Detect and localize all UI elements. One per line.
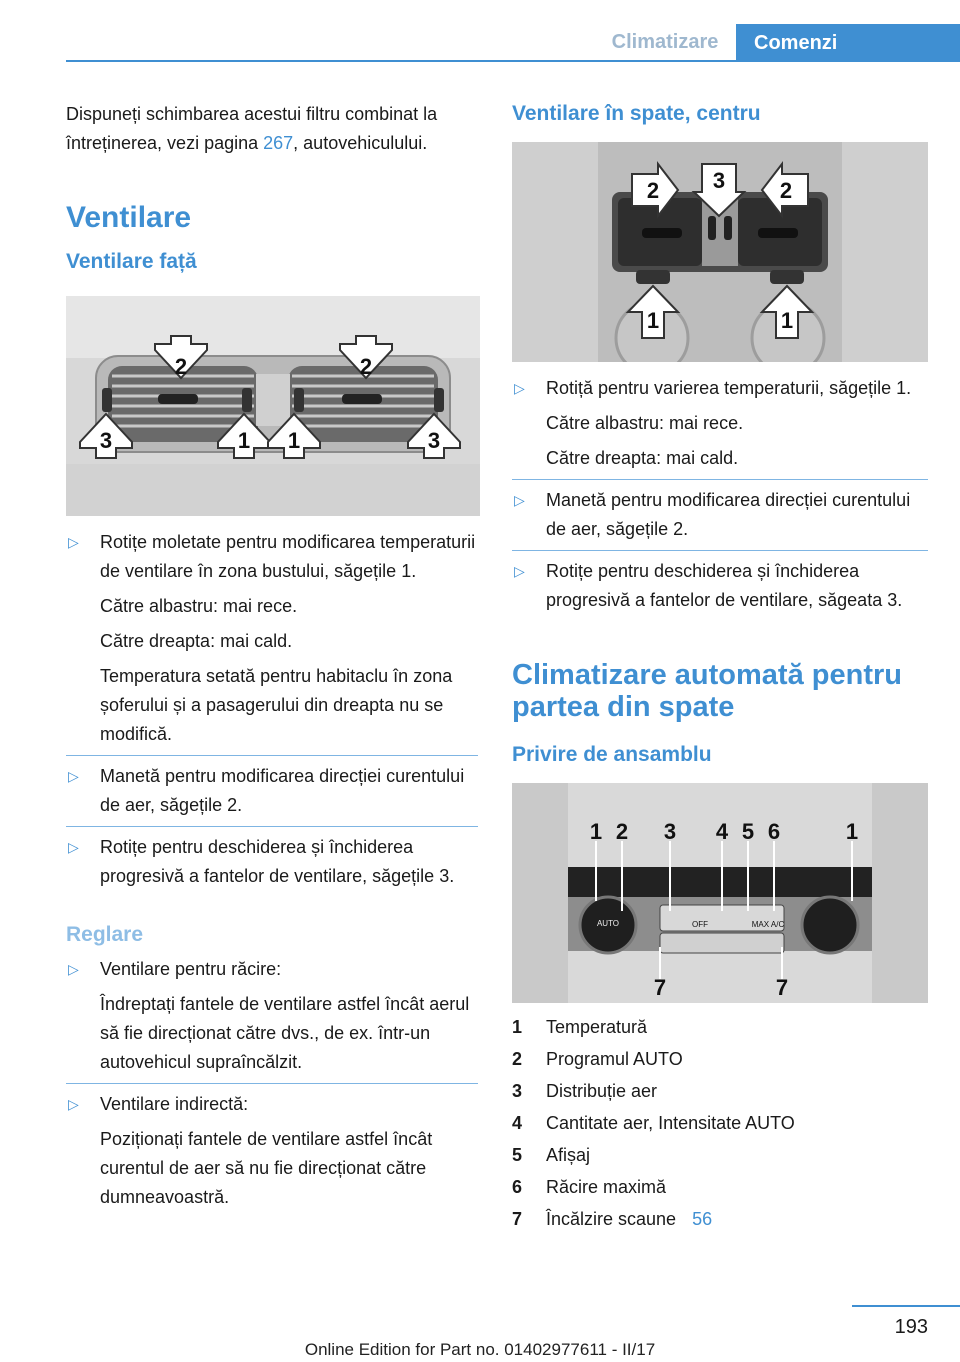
front-vent-list xyxy=(66,528,478,891)
panel-label-3: 3 xyxy=(663,819,677,844)
legend-number: 1 xyxy=(512,1017,523,1037)
front-label-3-left: 3 xyxy=(99,428,113,453)
list-item xyxy=(512,374,928,473)
bullet-extra: Temperatura setată pentru habitaclu în zona șoferului și a pasagerului din dreapta nu se modifică. xyxy=(100,666,453,744)
legend-text: Programul AUTO xyxy=(546,1049,683,1069)
footer-edition: Online Edition for Part no. 01402977611 - II/17 xyxy=(304,1340,656,1359)
triangle-bullet-icon: ▷ xyxy=(68,839,79,855)
legend-text: Distribuție aer xyxy=(546,1081,658,1101)
subtitle-ventilare-fata: Ventilare față xyxy=(66,250,197,273)
bullet-extra: Către albastru: mai rece. xyxy=(100,596,298,616)
triangle-bullet-icon: ▷ xyxy=(68,768,79,784)
intro-paragraph xyxy=(66,100,478,158)
rear-vents-figure xyxy=(512,142,928,362)
front-label-2-left: 2 xyxy=(174,354,188,379)
panel-legend-list xyxy=(512,1011,928,1235)
triangle-bullet-icon: ▷ xyxy=(68,961,79,977)
bullet-extra: Către dreapta: mai cald. xyxy=(546,448,739,468)
bullet-text: Rotițe pentru deschiderea și închiderea progresivă a fantelor de ventilare, săgețile 3. xyxy=(100,837,455,886)
panel-auto-label: AUTO xyxy=(596,919,620,928)
legend-number: 4 xyxy=(512,1113,523,1133)
legend-text: Cantitate aer, Intensitate AUTO xyxy=(546,1113,795,1133)
triangle-bullet-icon: ▷ xyxy=(514,492,525,508)
bullet-extra: Îndreptați fantele de ventilare astfel încât aerul să fie direcționat către dvs., de ex. într-un autovehicul supraîncălzit. xyxy=(100,994,470,1072)
front-label-1-right: 1 xyxy=(287,428,301,453)
tab-climatizare[interactable]: Climatizare xyxy=(611,30,719,53)
rear-vent-list xyxy=(512,374,928,615)
bullet-text: Ventilare pentru răcire: xyxy=(100,959,282,979)
bullet-text: Rotiță pentru varierea temperaturii, săgețile 1. xyxy=(546,378,912,398)
left-column xyxy=(66,100,478,1212)
rear-label-2-right: 2 xyxy=(779,178,793,203)
panel-label-6: 6 xyxy=(767,819,781,844)
section-title-climatizare-spate: Climatizare automată pentru partea din spate xyxy=(512,659,902,723)
panel-label-4: 4 xyxy=(715,819,729,844)
list-item xyxy=(512,1203,928,1235)
list-item xyxy=(512,1043,928,1075)
triangle-bullet-icon: ▷ xyxy=(514,563,525,579)
list-item xyxy=(512,550,928,615)
list-item xyxy=(512,479,928,544)
bullet-text: Manetă pentru modificarea direcției curentului de aer, săgețile 2. xyxy=(546,490,911,539)
header-rule xyxy=(66,60,960,62)
rear-label-1-left: 1 xyxy=(646,308,660,333)
triangle-bullet-icon: ▷ xyxy=(68,1096,79,1112)
bullet-text: Rotițe moletate pentru modificarea temperaturii de ventilare în zona bustului, săgețile 1. xyxy=(100,532,476,581)
list-item xyxy=(66,955,478,1077)
front-label-2-right: 2 xyxy=(359,354,373,379)
list-item xyxy=(66,826,478,891)
subtitle-privire-ansamblu: Privire de ansamblu xyxy=(512,743,712,766)
legend-number: 3 xyxy=(512,1081,523,1101)
subtitle-reglare: Reglare xyxy=(66,923,144,946)
legend-text: Răcire maximă xyxy=(546,1177,667,1197)
panel-label-7-right: 7 xyxy=(775,975,789,1000)
panel-maxac-label: MAX A/C xyxy=(751,920,785,929)
legend-text: Temperatură xyxy=(546,1017,648,1037)
rear-climate-panel-figure xyxy=(512,783,928,1003)
bullet-text: Ventilare indirectă: xyxy=(100,1094,249,1114)
front-label-1-left: 1 xyxy=(237,428,251,453)
list-item xyxy=(66,1083,478,1212)
legend-number: 6 xyxy=(512,1177,523,1197)
legend-number: 7 xyxy=(512,1209,523,1229)
bullet-extra: Către dreapta: mai cald. xyxy=(100,631,293,651)
front-label-3-right: 3 xyxy=(427,428,441,453)
reglare-list xyxy=(66,955,478,1212)
panel-label-2: 2 xyxy=(615,819,629,844)
subtitle-ventilare-spate: Ventilare în spate, centru xyxy=(512,102,761,125)
intro-after: , autovehiculului. xyxy=(293,133,428,153)
triangle-bullet-icon: ▷ xyxy=(514,380,525,396)
bullet-extra: Poziționați fantele de ventilare astfel încât curentul de aer să nu fie direcționat către dumneavoastră. xyxy=(100,1129,433,1207)
right-column xyxy=(512,100,928,1235)
bullet-text: Manetă pentru modificarea direcției curentului de aer, săgețile 2. xyxy=(100,766,465,815)
panel-label-1-left: 1 xyxy=(589,819,603,844)
bullet-extra: Către albastru: mai rece. xyxy=(546,413,744,433)
legend-text: Încălzire scaune xyxy=(546,1209,677,1229)
legend-number: 2 xyxy=(512,1049,523,1069)
section-title-ventilare: Ventilare xyxy=(66,201,192,234)
list-item xyxy=(66,528,478,749)
panel-off-label: OFF xyxy=(692,920,708,929)
front-vents-figure xyxy=(66,296,480,516)
panel-label-5: 5 xyxy=(741,819,755,844)
rear-label-3: 3 xyxy=(712,168,726,193)
bullet-text: Rotițe pentru deschiderea și închiderea progresivă a fantelor de ventilare, săgeata 3. xyxy=(546,561,903,610)
list-item xyxy=(512,1107,928,1139)
list-item xyxy=(512,1011,928,1043)
intro-text: Dispuneți schimbarea acestui filtru combinat la întreținerea, vezi pagina xyxy=(66,104,438,153)
page-number: 193 xyxy=(894,1316,928,1338)
list-item xyxy=(512,1075,928,1107)
list-item xyxy=(66,755,478,820)
rear-label-2-left: 2 xyxy=(646,178,660,203)
panel-label-1-right: 1 xyxy=(845,819,859,844)
list-item xyxy=(512,1171,928,1203)
triangle-bullet-icon: ▷ xyxy=(68,534,79,550)
legend-text: Afișaj xyxy=(546,1145,591,1165)
list-item xyxy=(512,1139,928,1171)
rear-label-1-right: 1 xyxy=(780,308,794,333)
page-link-267[interactable]: 267 xyxy=(263,133,294,153)
page-number-rule xyxy=(852,1305,960,1307)
page-link-56[interactable]: 56 xyxy=(692,1209,713,1229)
legend-number: 5 xyxy=(512,1145,523,1165)
panel-label-7-left: 7 xyxy=(653,975,667,1000)
tab-comenzi[interactable]: Comenzi xyxy=(736,24,960,62)
